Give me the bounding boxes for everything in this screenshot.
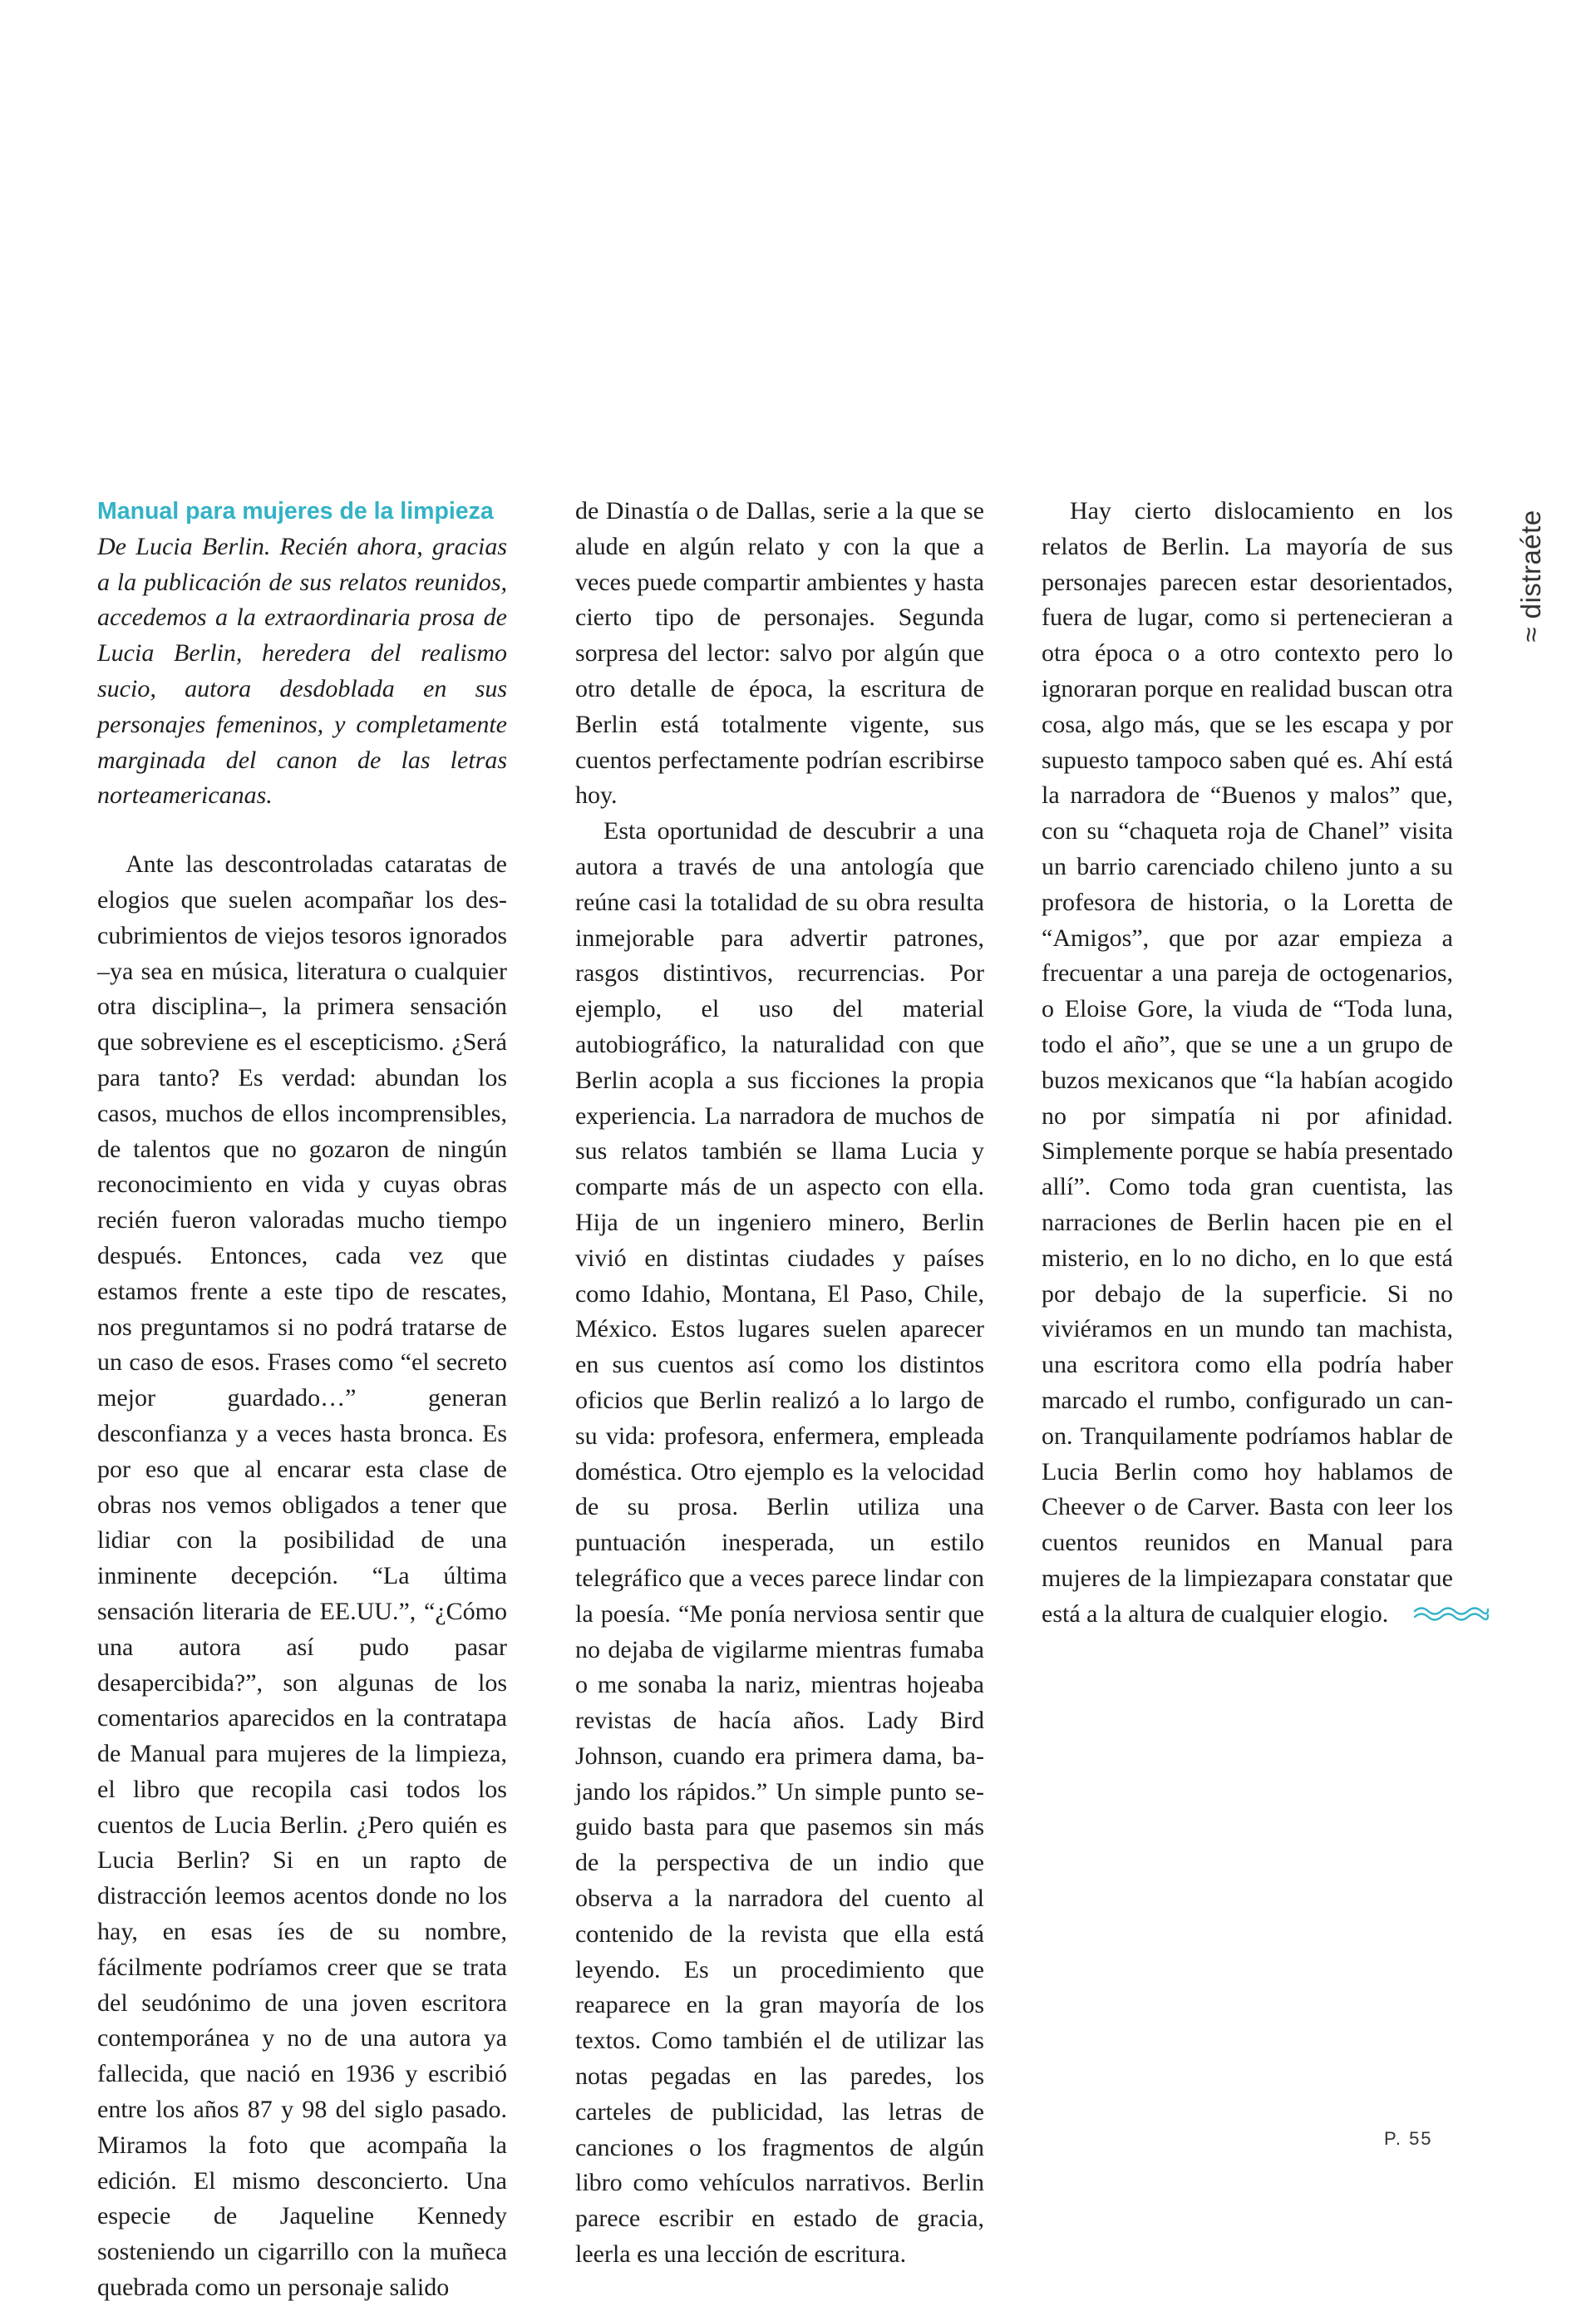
article-intro: De Lucia Berlin. Recién ahora, gracias a la publicación de sus relatos reunidos, accedemos a la extraordinaria prosa de Lucia Berlin, heredera del realismo sucio, autora desdoblada en sus personajes femeninos, y completamente marginada del canon de las letras norteamericanas. bbox=[97, 532, 507, 810]
page-number: P. 55 bbox=[1384, 2128, 1433, 2149]
article-paragraph-2: de Dinastía o de Dallas, serie a la que se alude en algún relato y con la que a veces puede compartir ambientes y hasta cierto tipo de personajes. Segunda sorpresa del lector: salvo por algún que otro detalle de época, la escritura de Berlin está totalmente vigente, sus cuentos perfectamente podrían escribirse hoy. bbox=[575, 497, 984, 810]
article-paragraph-3: Esta oportunidad de descubrir a una autora a través de una antología que reúne casi la totalidad de su obra resulta inmejorable para advertir patrones, rasgos distintivos, recurrencias. Por ejemplo, el uso del material autobiográfico, la naturalidad con que Berlin acopla a sus ficciones la propia experiencia. La narradora de muchos de sus relatos también se llama Lucia y comparte más de un aspecto con ella. Hija de un ingeniero minero, Berlin vivió en distintas ciudades y países como Idahio, Montana, El Paso, Chile, México. Estos lugares suelen aparecer en sus cuentos así como los distintos oficios que Berlin realizó a lo largo de su vida: profesora, enfermera, empleada doméstica. Otro ejemplo es la velocidad de su prosa. Berlin utiliza una puntuación inesperada, un estilo telegráfico que a veces parece lindar con la poesía. “Me ponía nerviosa sentir que no dejaba de vigilarme mientras fumaba o me sonaba la nariz, mientras hojeaba revistas de hacía años. Lady Bird Johnson, cuando era primera dama, bajando los rápidos.” Un simple punto seguido basta para que pasemos sin más de la perspectiva de un indio que observa a la narradora del cuento al contenido de la revista que ella está leyendo. Es un procedimiento que reaparece en la gran mayoría de los textos. Como también el de utilizar las notas pegadas en las paredes, los carteles de publicidad, las letras de canciones o los fragmentos de algún libro como vehículos narrativos. Berlin parece escribir en estado de gracia, leerla es una lección de escritura. bbox=[575, 817, 984, 2269]
wave-icon bbox=[1413, 1603, 1490, 1623]
article-paragraph-1: Ante las descontroladas cataratas de elogios que suelen acompañar los descubrimientos de viejos tesoros ignorados –ya sea en música, literatura o cualquier otra disciplina–, la primera sensación que sobreviene es el escepticismo. ¿Será para tanto? Es verdad: abundan los casos, muchos de ellos incomprensibles, de talentos que no gozaron de ningún reconocimiento en vida y cuyas obras recién fueron valoradas mucho tiempo después. Entonces, cada vez que estamos frente a este tipo de rescates, nos preguntamos si no podrá tratarse de un caso de esos. Frases como “el secreto mejor guardado…” generan desconfianza y a veces hasta bronca. Es por eso que al encarar esta clase de obras nos vemos obligados a tener que lidiar con la posibilidad de una inminente decepción. “La última sensación literaria de EE.UU.”, “¿Cómo una autora así pudo pasar desapercibida?”, son algunas de los comentarios aparecidos en la contratapa de Manual para mujeres de la limpieza, el libro que recopila casi todos los cuentos de Lucia Berlin. ¿Pero quién es Lucia Berlin? Si en un rapto de distracción leemos acentos donde no los hay, en esas íes de su nombre, fácilmente podríamos creer que se trata del seudónimo de una joven escritora contemporánea y no de una autora ya fallecida, que nació en 1936 y escribió entre los años 87 y 98 del siglo pasado. Miramos la foto que acompaña la edición. El mismo desconcierto. Una especie de Jaqueline Kennedy sosteniendo un cigarrillo con la muñeca quebrada como un personaje salido bbox=[97, 850, 507, 2302]
paragraph-gap bbox=[97, 814, 507, 847]
article-paragraph-4: Hay cierto dislocamiento en los relatos de Berlin. La mayoría de sus personajes parecen estar desorientados, fuera de lugar, como si pertenecieran a otra época o a otro contexto pero lo ignoraran porque en realidad buscan otra cosa, algo más, que se les escapa y por supuesto tampoco saben qué es. Ahí está la narradora de “Buenos y malos” que, con su “chaqueta roja de Chanel” visita un barrio carenciado chileno junto a su profesora de historia, o la Loretta de “Amigos”, que por azar empieza a frecuentar a una pareja de octogenarios, o Eloise Gore, la viuda de “Toda luna, todo el año”, que se une a un grupo de buzos mexicanos que “la habían acogido no por simpatía ni por afinidad. Simplemente porque se había presentado allí”. Como toda gran cuentista, las narraciones de Berlin hacen pie en el misterio, en lo no dicho, en lo que está por debajo de la superficie. Si no viviéramos en un mundo tan machista, una escritora como ella podría haber marcado el rumbo, configurado un canon. Tranquilamente podríamos hablar de Lucia Berlin como hoy hablamos de Cheever o de Carver. Basta con leer los cuentos reunidos en Manual para mujeres de la limpiezapara constatar que está a la altura de cualquier elogio. bbox=[1042, 497, 1453, 1628]
article-column-3 bbox=[1042, 494, 1453, 1633]
article-column-2 bbox=[575, 494, 984, 2273]
article-column-1 bbox=[97, 494, 507, 2306]
section-label bbox=[1510, 505, 1552, 647]
section-label-text: ≈ distraéte bbox=[1515, 510, 1546, 643]
article-title: Manual para mujeres de la limpieza bbox=[97, 498, 494, 525]
